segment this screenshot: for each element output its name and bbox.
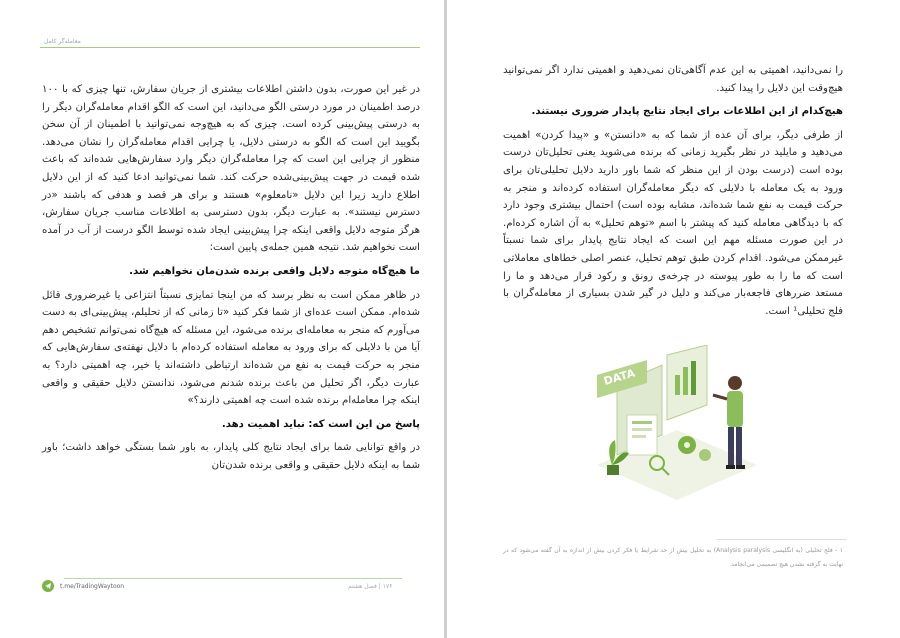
left-page bbox=[0, 0, 444, 638]
right-text-column bbox=[503, 62, 843, 326]
paragraph: از طرفی دیگر، برای آن عده از شما که به «دانستن» و «پیدا کردن» اهمیت می‌دهید و مایلید در نظر بگیرید زمانی که برنده می‌شوید یعنی تحلیل‌تان درست بوده است (درست بودن از این منظر که شما باور دارید دلایل تحلیلی‌تان برای ورود به یک معامله با دلایلی که دیگر معامله‌گران استفاده کرده‌اند و منجر به حرکت قیمت به نفع شما شده‌اند، مشابه بوده است) احتمال بیشتری وجود دارد که با دیدگاهی معامله کنید که پیشتر با اسم «توهم تحلیل» به آن اشاره کرده‌ام. در این صورت مسئله مهم این است که ایجاد نتایج پایدار برای شما نسبتاً غیرممکن می‌شود. اقدام کردن طبق توهم تحلیل، عنصر اصلی خطاهای معاملاتی است که ما را به طور پیوسته در چرخه‌ی رونق و رکود قرار می‌دهد و ما را مستعد ضررهای فاجعه‌بار می‌کند و دلیل در گیر شدن بسیاری از معامله‌گران با فلج تحلیلی¹ است. bbox=[503, 129, 843, 317]
paragraph: در غیر این صورت، بدون داشتن اطلاعات بیشتری از جریان سفارش، تنها چیزی که با ۱۰۰ درصد اطمینان در مورد درستی الگو می‌دانید، این است که الگو اقدام معامله‌گران دیگر را به درستی پیش‌بینی کرده است. چیزی که به هیچ‌وجه نمی‌توانید با اطمینان از آن سخن بگویید این است که الگو به درستی دلایل، یا چرایی اقدام معامله‌گران را نشان می‌دهد. منظور از چرایی این است که چرا معامله‌گران دیگر وارد سفارش‌هایی شده‌اند که باعث شده قیمت در جهت پیش‌بینی‌شده حرکت کند. شما نمی‌توانید ادعا کنید که از این دلایل اطلاع دارید زیرا این دلایل «نامعلوم» هستند و برای هر قصد و هدفی که باشند «در دسترس نیستند». به عبارت دیگر، بدون دسترسی به اطلاعات مناسب جریان سفارش، هرگز متوجه دلایل واقعی اینکه چرا پیش‌بینی ایجاد شده توسط الگو درست از آب در آمده است نخواهیم شد. نتیجه همین جمله‌ی پایین است: bbox=[42, 84, 420, 254]
right-page bbox=[447, 0, 900, 638]
paragraph: را نمی‌دانید، اهمیتی به این عدم آگاهی‌تان نمی‌دهید و اهمیتی ندارد اگر نمی‌توانید هیچ‌وقت این دلایل را پیدا کنید. bbox=[503, 65, 843, 94]
running-header: معامله‌گر کامل bbox=[44, 38, 81, 45]
data-label: DATA bbox=[602, 366, 637, 388]
data-analysis-illustration bbox=[587, 345, 767, 505]
footnote-rule bbox=[717, 539, 847, 540]
emphasis-heading: هیچ‌کدام از این اطلاعات برای ایجاد نتایج پایدار ضروری نیستند. bbox=[531, 106, 843, 118]
paragraph: در ظاهر ممکن است به نظر برسد که من اینجا تمایزی نسبتاً انتزاعی یا غیرضروری قائل شده‌ام. ممکن است عده‌ای از شما فکر کنید «تا زمانی که از تحلیلم، پیش‌بینی‌ای به دست می‌آورم که منجر به معامله‌ای برنده می‌شود، این مسئله که هیچ‌گاه نمی‌توانم تشخیص دهم آیا من با دلایلی که برای ورود به معامله استفاده کرده‌ام با دلایل نهفته‌ی سفارش‌هایی که منجر به حرکت قیمت به نفع من شده‌اند ارتباطی داشته‌اند یا خیر، چه اهمیتی دارد؟ به عبارت دیگر، اگر تحلیل من باعث برنده شدنم می‌شود، ندانستن دلایل حقیقی و واقعی اینکه چرا معامله‌ام برنده شده است چه اهمیتی دارند؟» bbox=[42, 289, 420, 407]
page-number: ۱۷۶ | فصل هشتم bbox=[348, 583, 393, 590]
channel-link[interactable]: t.me/TradingWaytoon bbox=[60, 583, 125, 590]
answer-line: پاسخ من این است که: نباید اهمیت دهد. bbox=[221, 418, 420, 430]
header-rule bbox=[40, 47, 420, 48]
footer-rule bbox=[64, 578, 402, 579]
paragraph: در واقع توانایی شما برای ایجاد نتایج کلی پایدار، به باور شما بستگی خواهد داشت؛ باور شما به اینکه دلایل حقیقی و واقعی برنده شدن‌تان bbox=[42, 442, 420, 471]
left-text-column bbox=[42, 81, 420, 480]
emphasis-heading: ما هیچ‌گاه متوجه دلایل واقعی برنده شدن‌مان نخواهیم شد. bbox=[129, 265, 420, 277]
telegram-icon bbox=[42, 580, 54, 592]
footnote: ۱ - فلج تحلیلی (به انگلیسی Analysis paralysis) به تحلیل بیش از حد شرایط یا فکر کردن بیش از اندازه به آن گفته می‌شود که در نهایت به گرفته نشدن هیچ تصمیمی می‌انجامد. bbox=[503, 547, 843, 568]
